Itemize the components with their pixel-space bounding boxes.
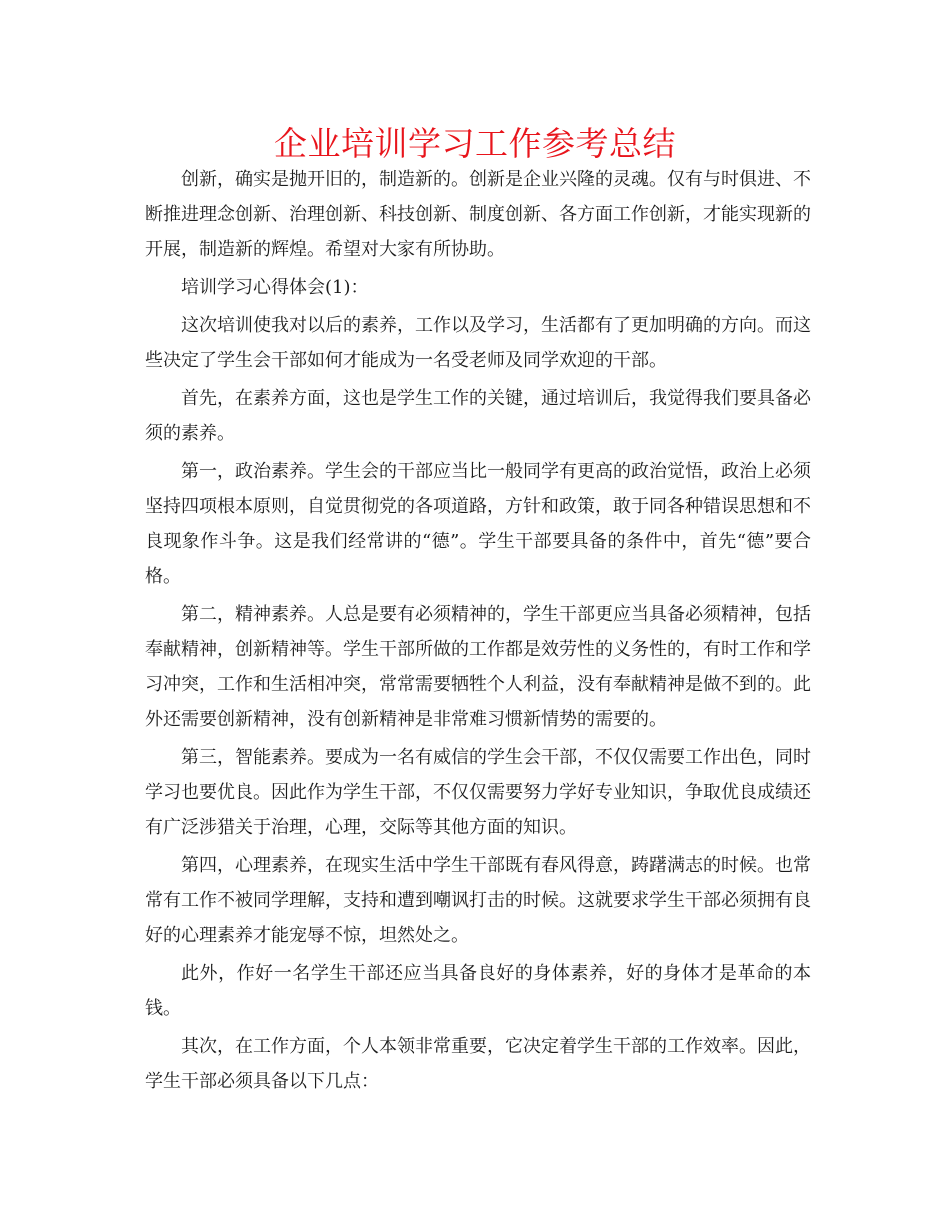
document-body xyxy=(145,162,811,1102)
paragraph-training-direction: 这次培训使我对以后的素养，工作以及学习，生活都有了更加明确的方向。而这些决定了学生会干部如何才能成为一名受老师及同学欢迎的干部。 xyxy=(145,315,811,371)
paragraph-heading-experience: 培训学习心得体会(1)： xyxy=(181,277,369,298)
paragraph-work-ability: 其次，在工作方面，个人本领非常重要，它决定着学生干部的工作效率。因此，学生干部必须具备以下几点： xyxy=(145,1036,811,1092)
paragraph-physical-quality: 此外，作好一名学生干部还应当具备良好的身体素养，好的身体才是革命的本钱。 xyxy=(145,963,811,1019)
paragraph-psychological-quality: 第四，心理素养，在现实生活中学生干部既有春风得意，踌躇满志的时候。也常常有工作不被同学理解，支持和遭到嘲讽打击的时候。这就要求学生干部必须拥有良好的心理素养才能宠辱不惊，坦然处之。 xyxy=(145,855,811,946)
paragraph-intelligence-quality: 第三，智能素养。要成为一名有威信的学生会干部，不仅仅需要工作出色，同时学习也要优良。因此作为学生干部，不仅仅需要努力学好专业知识，争取优良成绩还有广泛涉猎关于治理，心理，交际等其他方面的知识。 xyxy=(145,747,811,838)
paragraph-intro: 创新，确实是抛开旧的，制造新的。创新是企业兴隆的灵魂。仅有与时俱进、不断推进理念创新、治理创新、科技创新、制度创新、各方面工作创新，才能实现新的开展，制造新的辉煌。希望对大家有所协助。 xyxy=(145,169,811,260)
paragraph-spirit-quality: 第二，精神素养。人总是要有必须精神的，学生干部更应当具备必须精神，包括奉献精神，创新精神等。学生干部所做的工作都是效劳性的义务性的，有时工作和学习冲突，工作和生活相冲突，常常需要牺牲个人利益，没有奉献精神是做不到的。此外还需要创新精神，没有创新精神是非常难习惯新情势的需要的。 xyxy=(145,604,811,730)
paragraph-political-quality: 第一，政治素养。学生会的干部应当比一般同学有更高的政治觉悟，政治上必须坚持四项根本原则，自觉贯彻党的各项道路，方针和政策，敢于同各种错误思想和不良现象作斗争。这是我们经常讲的“德”。学生干部要具备的条件中，首先“德”要合格。 xyxy=(145,461,811,587)
paragraph-quality-first: 首先，在素养方面，这也是学生工作的关键，通过培训后，我觉得我们要具备必须的素养。 xyxy=(145,388,811,444)
document-title: 企业培训学习工作参考总结 xyxy=(274,124,676,163)
